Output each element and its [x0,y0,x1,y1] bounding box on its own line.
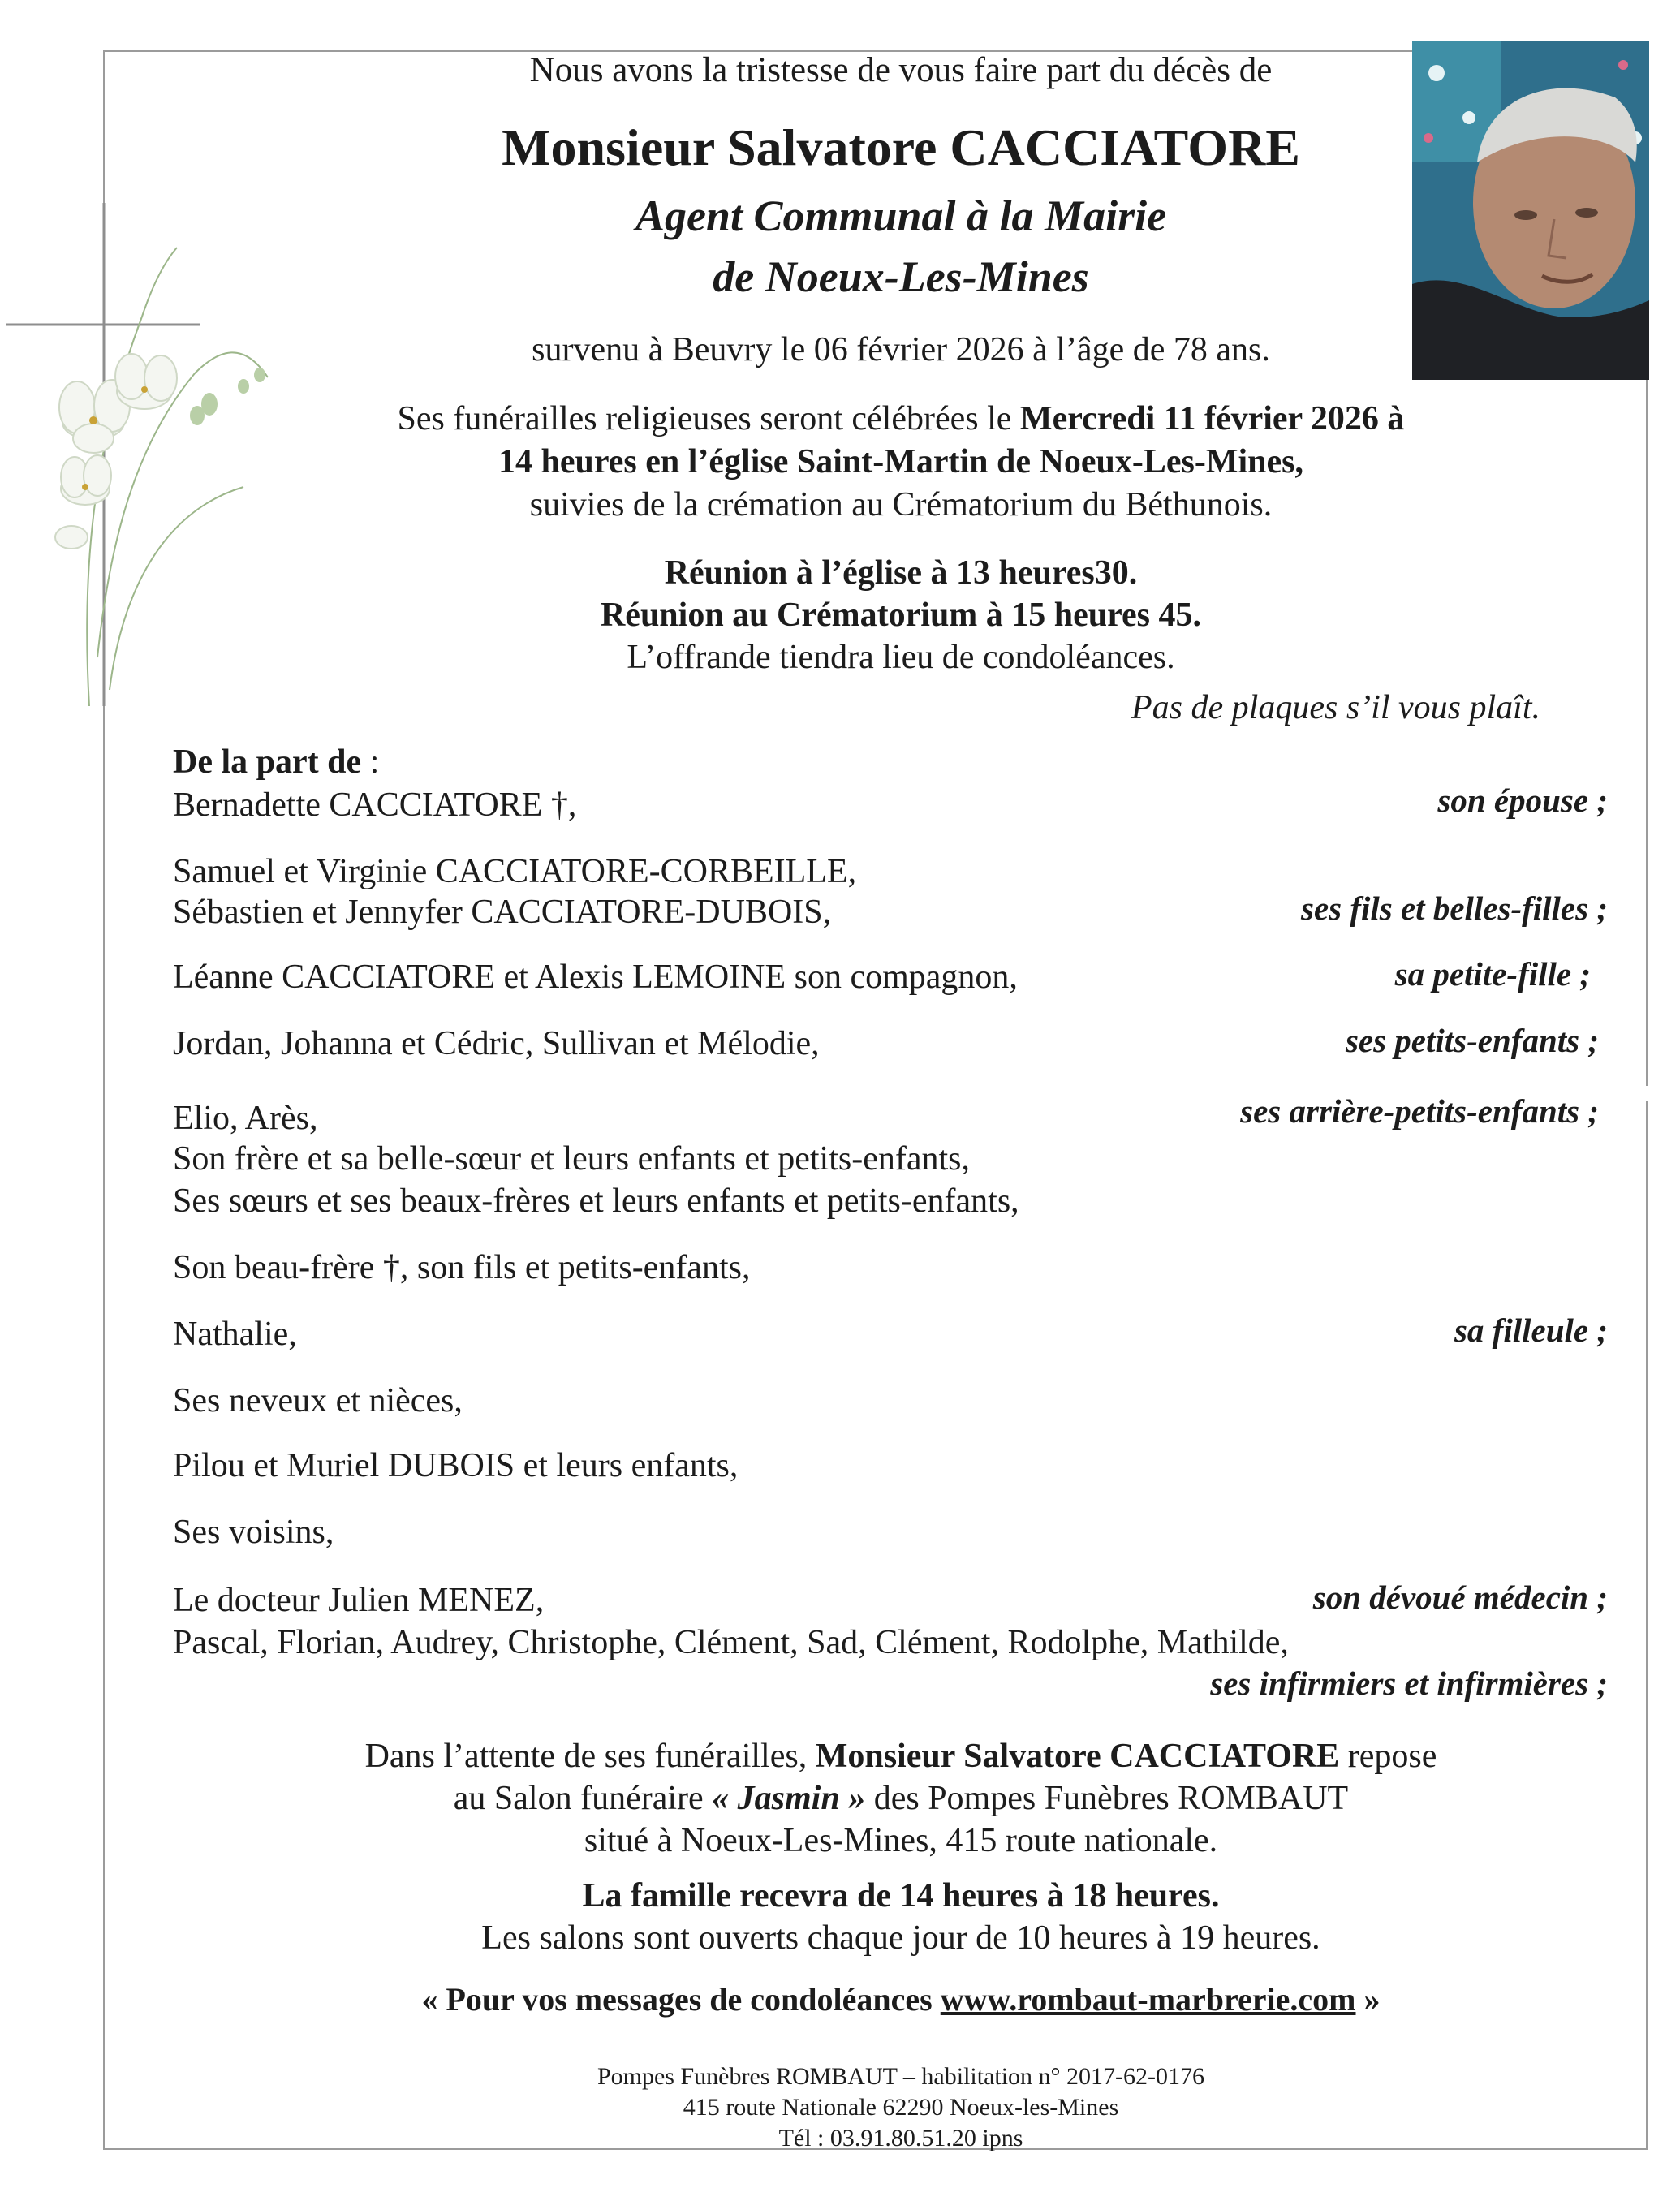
family-line: Son beau-frère †, son fils et petits-enfants, [173,1249,751,1286]
intro-text: Nous avons la tristesse de vous faire part du décès de [529,51,1273,89]
family-relation: son épouse ; [1437,782,1608,819]
condolences-link[interactable]: www.rombaut-marbrerie.com [940,1981,1356,2018]
role-line-2: de Noeux-Les-Mines [713,252,1089,301]
ceremony-line-2: 14 heures en l’église Saint-Martin de Noeux-Les-Mines, [498,443,1303,480]
family-line: Pascal, Florian, Audrey, Christophe, Clément, Sad, Clément, Rodolphe, Mathilde, [173,1624,1289,1661]
family-relation: ses infirmiers et infirmières ; [1210,1665,1608,1702]
family-heading-colon: : [361,743,380,781]
rest-line-1 [203,1737,1599,1776]
no-plaques: Pas de plaques s’il vous plaît. [1131,689,1540,726]
family-line: Nathalie, [173,1316,297,1353]
condolences-prefix: « Pour vos messages de condoléances [421,1981,941,2018]
rest-line-1-prefix: Dans l’attente de ses funérailles, [364,1738,816,1775]
family-line: Léanne CACCIATORE et Alexis LEMOINE son compagnon, [173,958,1018,996]
family-relation: ses arrière-petits-enfants ; [1240,1092,1599,1130]
family-line: Elio, Arès, [173,1100,318,1137]
family-line: Pilou et Muriel DUBOIS et leurs enfants, [173,1447,739,1484]
salon-hours: Les salons sont ouverts chaque jour de 10 heures à 19 heures. [481,1919,1320,1957]
rest-name: Monsieur Salvatore CACCIATORE [815,1738,1340,1775]
deceased-name: Monsieur Salvatore CACCIATORE [502,118,1300,176]
family-relation: son dévoué médecin ; [1312,1579,1608,1616]
role-line-1: Agent Communal à la Mairie [635,192,1167,240]
condolences-line [203,1980,1599,2018]
family-line: Sébastien et Jennyfer CACCIATORE-DUBOIS, [173,894,832,931]
family-relation: ses fils et belles-filles ; [1300,889,1608,927]
family-relation: ses petits-enfants ; [1345,1022,1599,1059]
family-line: Ses sœurs et ses beaux-frères et leurs enfants et petits-enfants, [173,1182,1019,1220]
ceremony-line-1-prefix: Ses funérailles religieuses seront célébrées le [397,400,1020,437]
family-line: Jordan, Johanna et Cédric, Sullivan et Mélodie, [173,1025,820,1062]
footer-line-1: Pompes Funèbres ROMBAUT – habilitation n° 2017-62-0176 [597,2063,1205,2090]
rest-line-2-prefix: au Salon funéraire [453,1780,713,1817]
family-relation: sa filleule ; [1454,1312,1608,1349]
ceremony-line-3: suivies de la crémation au Crématorium du Béthunois. [529,486,1273,523]
meeting-crematorium: Réunion au Crématorium à 15 heures 45. [600,597,1202,634]
family-hours: La famille recevra de 14 heures à 18 heures. [582,1877,1220,1915]
footer-line-3: Tél : 03.91.80.51.20 ipns [778,2125,1023,2151]
rest-line-1-suffix: repose [1339,1738,1437,1775]
family-line: Samuel et Virginie CACCIATORE-CORBEILLE, [173,853,857,890]
family-heading [173,743,379,782]
death-info: survenu à Beuvry le 06 février 2026 à l’âge de 78 ans. [532,331,1270,368]
family-heading-label: De la part de [173,743,362,781]
meeting-church: Réunion à l’église à 13 heures30. [664,554,1138,592]
ceremony-line-1 [203,399,1599,438]
footer-line-2: 415 route Nationale 62290 Noeux-les-Mines [683,2094,1119,2121]
family-line: Le docteur Julien MENEZ, [173,1582,545,1619]
family-line: Son frère et sa belle-sœur et leurs enfants et petits-enfants, [173,1140,970,1178]
offering-text: L’offrande tiendra lieu de condoléances. [627,639,1175,676]
family-line: Ses voisins, [173,1514,334,1551]
salon-name: « Jasmin » [712,1780,866,1817]
border-gap [1635,1086,1652,1100]
ceremony-date: Mercredi 11 février 2026 à [1019,400,1405,437]
condolences-suffix: » [1355,1981,1381,2018]
rest-line-2-suffix: des Pompes Funèbres ROMBAUT [865,1780,1349,1817]
rest-line-3: situé à Noeux-Les-Mines, 415 route nationale. [584,1822,1218,1859]
family-line: Bernadette CACCIATORE †, [173,786,577,824]
family-relation: sa petite-fille ; [1394,955,1591,993]
family-line: Ses neveux et nièces, [173,1382,463,1419]
rest-line-2 [203,1779,1599,1818]
